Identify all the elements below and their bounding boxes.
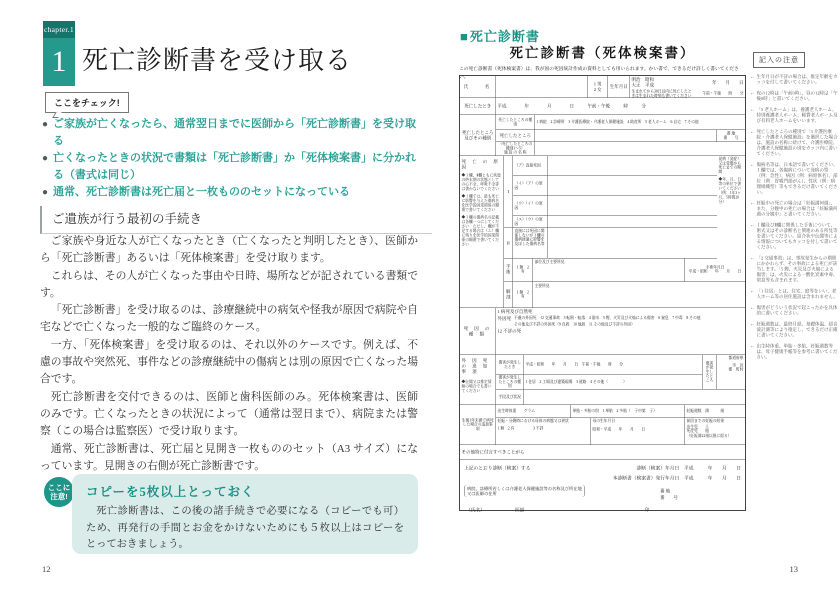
- surgery-label: 手術: [504, 258, 513, 281]
- surgery-field: 部位及び主要所見: [533, 258, 685, 281]
- duration-cell: [717, 156, 745, 258]
- paragraph: ご家族や身近な人が亡くなったとき（亡くなったと判明したとき）、医師から「死亡診断書」あるいは「死体検案書」を受け取ります。: [40, 235, 418, 265]
- autopsy-label: 解剖: [504, 282, 513, 308]
- form-table: [459, 75, 746, 511]
- weeks-value: 満 週: [705, 408, 724, 414]
- certify-text: 上記のとおり診断（検案）する: [464, 466, 531, 471]
- figure-heading-text: 死亡診断書: [469, 29, 540, 44]
- issue-date-label: 本診断書（検案書）発行年月日: [612, 476, 680, 481]
- means-field: [524, 390, 745, 405]
- form-row-other: [460, 445, 745, 460]
- cause-note: ◆Ｉ欄の傷病名の記載は各欄一つにしてください ただし、欄が不足する場合は（エ）欄に残りを医学的因果関係の順番で書いてください: [461, 215, 499, 247]
- left-arrow-icon: ←: [750, 321, 755, 327]
- seal-label: 印: [644, 508, 650, 513]
- cause-a-label: （ア）直接死因: [513, 156, 548, 176]
- diag-date-label: 診断（検案）年月日: [636, 466, 680, 471]
- note-item: ← 生年月日が不詳の場合は、推定年齢をカッコを付して書いてください。: [750, 74, 838, 85]
- infant-label: 生後1年未満で病死した場合の追加事項: [460, 405, 496, 445]
- checklist-item-text: 通常、死亡診断書は死亡届と一枚もののセットになっている: [53, 186, 351, 198]
- other-label: その他特に付言すべきことがら: [461, 449, 525, 455]
- note-item: ← 「5 老人ホーム」は、養護老人ホーム、特別養護老人ホーム、軽費老人ホーム及び有料老人ホームをいいます。: [750, 107, 838, 123]
- paragraph: 通常、死亡診断書は、死亡届と見開き一枚もののセット（A3 サイズ）になっています。見開きの右側が死亡診断書です。: [40, 442, 418, 472]
- gaiin-label-cell: [460, 355, 496, 405]
- note-item: ← Ｉ欄及びⅡ欄に関係した手術について、術式又はその診断名と関連のある所見等を書いてください。紹介状や伝聞等による情報についてもカッコを付して書いてください。: [750, 222, 838, 250]
- paragraph: これらは、その人が亡くなった事由や日時、場所などが記されている書類です。: [40, 269, 418, 299]
- roman-one: I: [504, 156, 513, 228]
- sex-cell: [588, 76, 608, 98]
- caution-badge: [44, 477, 74, 507]
- section-heading: ご遺族が行う最初の手続き: [40, 206, 432, 234]
- left-arrow-icon: ←: [750, 200, 755, 206]
- cause-note: ◆Ｉ欄では、最も死亡に影響を与えた傷病名を医学的因果関係の順番で書いてください: [461, 194, 499, 212]
- where-field: [535, 130, 717, 142]
- form-row-cause: [460, 156, 745, 308]
- form-row-died-where: [460, 115, 745, 156]
- sex-option-male: 1 男: [593, 81, 602, 87]
- weeks-label: 妊娠週数: [686, 408, 702, 414]
- means-label: 手段及び状況: [496, 390, 524, 405]
- square-bullet-icon: ■: [460, 29, 469, 44]
- injury-when-value: 平成・昭和 年 月 日 午前・午後 時 分: [525, 362, 623, 367]
- page-number-left: 12: [42, 564, 51, 574]
- note-item: ← 「2 交通事故」は、事故発生からの期間にかかわらず、その事故による死亡が該当します。「5 煙、火災及び火焔による傷害」は、火災による一酸化炭素中毒、窒息等も含まれます。: [750, 255, 838, 283]
- doctor-name-label: （氏名）: [466, 508, 486, 513]
- form-intro: この死亡診断書（死体検案書）は、我が国の死因統計作成の資料としても用いられます。かい書で、できるだけ詳しく書いてください。: [459, 66, 739, 80]
- checklist-item: [42, 116, 420, 150]
- multi-label: 単胎・多胎の別: [572, 408, 599, 414]
- note-item: ← 夜の12時は「午前0時」、昼の12時は「午後0時」と書いてください。: [750, 90, 838, 101]
- form-row-certify: [460, 460, 745, 511]
- cause-ii-field: [548, 228, 717, 258]
- autopsy-options: 1 無 2 有: [513, 282, 533, 308]
- cause-c-label: （ウ）（イ）の原因: [513, 196, 548, 216]
- address-label: 病院、診療所若しくは介護老人保健施設等の名称及び所在地又は医師の住所: [464, 485, 585, 497]
- injury-where-label: 傷害が発生したところ: [702, 355, 717, 389]
- note-item: ← 死亡したところの種別で「3 介護医療院・介護老人保健施設」を選択した場合は、施設の名称に続けて、介護医療院、介護老人保健施設の別をカッコ内に書いてください。: [750, 129, 838, 156]
- where-banchi: 番 地 番 号: [723, 131, 739, 140]
- note-item: ← 出生時体重、単胎・多胎、妊娠週数等は、母子健康手帳等を参考に書いてください。: [750, 343, 838, 360]
- notes-title: 記入の注意: [753, 52, 805, 68]
- chapter-number: 1: [43, 38, 75, 86]
- checklist: [42, 116, 420, 201]
- note-item: ← 妊娠週数は、最終月経、基礎体温、超音波計測等により推定し、できるだけ正確に書いてください。: [750, 321, 838, 338]
- name-field: [496, 76, 588, 98]
- cause-d-field: [548, 216, 717, 228]
- cause-note: ◆Ｉ欄、Ⅱ欄ともに疾患の終末期の状態としての心不全、呼吸不全等は書かないでください: [461, 173, 501, 191]
- injury-kind-options: 1 住居 2 工場及び建築現場 3 道路 4 その他（ ）: [525, 379, 627, 384]
- newborn-note: 生まれてから30日以内に死亡したときは生まれた時刻も書いてください: [631, 89, 692, 98]
- form-row-gaiin: [460, 355, 745, 405]
- page-number-right: 13: [789, 564, 798, 574]
- injury-where-cell: 都道府県 市 区 郡 町村: [728, 355, 744, 372]
- multi-options: 1 単胎 2 多胎（ 子中第 子）: [602, 408, 657, 414]
- where-kind-label: 死亡したところの種別: [496, 115, 535, 130]
- prev-pregnancy-cell: 前回までの妊娠の結果 出生児 人 死産児 胎 （妊娠満22週以後に限る）: [686, 418, 732, 438]
- where-kind-options: 1 病院 2 診療所 3 介護医療院・介護老人保健施設 4 助産所 5 老人ホーム 6 自宅 7 その他: [536, 119, 699, 125]
- issue-date-value: 平成 年 月 日: [683, 476, 741, 481]
- autopsy-field: 主要所見: [534, 283, 550, 288]
- cause-a-field: [548, 156, 717, 176]
- bullet-icon: ●: [42, 153, 49, 164]
- form-title: 死亡診断書（死体検案書）: [509, 45, 696, 61]
- checklist-item: [42, 150, 420, 184]
- cause-b-label: （イ）（ア）の原因: [513, 176, 548, 196]
- death-certificate-form: [459, 44, 746, 511]
- injury-when-label: 傷害が発生したとき: [496, 355, 524, 375]
- left-arrow-icon: ←: [750, 107, 755, 113]
- weight-unit: グラム: [523, 408, 535, 414]
- surgery-date: 手術年月日 平成・昭和 年 月 日: [688, 264, 742, 274]
- left-arrow-icon: ←: [750, 305, 755, 311]
- caution-title: コピーを5枚以上とっておく: [86, 485, 255, 499]
- bullet-icon: ●: [42, 119, 49, 130]
- injury-kind-label: 傷害が発生したところの種別: [496, 375, 524, 389]
- paragraph: 一方、「死体検案書」を受け取るのは、それ以外のケースです。例えば、不慮の事故や突然死、事件などの診療継続中の傷病とは別の原因で亡くなった場合です。: [40, 338, 418, 386]
- died-when-value: 平成 年 月 日 午前・午後 時 分: [497, 103, 647, 109]
- birth-cell: [630, 76, 745, 98]
- kind-3: その他及び不詳の外因死（9 自殺 10 他殺 11 その他及び不詳の外因）: [514, 321, 635, 327]
- checklist-item-text: 亡くなったときの状況で書類は「死亡診断書」か「死体検案書」に分かれる（書式は同じ）: [53, 152, 417, 181]
- kind-2b: {2 交通事故 3 転倒・転落 4 溺水 5 煙、火災及び火焔による傷害 6 窒息 7 中毒 8 その他: [540, 315, 701, 320]
- page-title: 死亡診断書を受け取る: [82, 45, 353, 75]
- facility-label: （死亡したところの種別1～5） 施 設 の 名 称: [496, 142, 535, 155]
- caution-badge-text: ここに: [47, 483, 71, 492]
- caution-box: [72, 474, 418, 554]
- cause-d-label: （エ）（ウ）の原因: [513, 216, 548, 228]
- kind-2a: 不慮の外因死: [514, 315, 537, 320]
- weight-label: 出生時体重: [497, 408, 517, 414]
- died-when-label: 死亡したとき: [460, 98, 496, 115]
- kind-1: 1 病死及び自然死: [497, 309, 533, 314]
- note-item: ← 傷病名等は、日本語で書いてください。Ｉ欄では、各傷病について発病の型（例：急性）、病因（例：病原体名）、部位（例：胃噴門部がん）、性状（例：病理組織型）等もできるだけ書いてください。: [750, 162, 838, 195]
- left-arrow-icon: ←: [750, 129, 755, 135]
- fill-in-notes: [750, 74, 838, 366]
- mother-state-cell: 妊娠・分娩時における母体の病態又は異状 1 無 2 有 3 不詳: [496, 418, 591, 445]
- duration-note: ◆年、月、日等の単位で書いてください（例：1年3ヶ月、5時間20分）: [718, 177, 741, 204]
- form-row-kind: [460, 308, 745, 355]
- name-label: 氏 名: [460, 76, 496, 98]
- chapter-label: chapter.1: [43, 21, 75, 38]
- left-arrow-icon: ←: [750, 162, 755, 168]
- paragraph: 死亡診断書を交付できるのは、医師と歯科医師のみ。死体検案書は、医師のみです。亡くなったときの状況によって（通常は翌日まで）、病院または警察（この場合は監察医）で受け取ります。: [40, 390, 418, 438]
- chapter-tab: [43, 21, 75, 86]
- gaiin-label: 外 因 死 の 追 加 事 項: [461, 358, 490, 374]
- right-page: [430, 0, 840, 596]
- paragraph: 「死亡診断書」を受け取るのは、診療継続中の病気や怪我が原因で病院や自宅などで亡くなった一般的なご臨終のケース。: [40, 304, 418, 334]
- figure-heading: [460, 26, 540, 45]
- doctor-label: 医師: [515, 508, 525, 513]
- cause-label-cell: [460, 156, 504, 308]
- left-arrow-icon: ←: [750, 74, 755, 80]
- kind-12: 12 不詳の死: [497, 328, 522, 334]
- left-arrow-icon: ←: [750, 255, 755, 261]
- era-options: 明治 昭和 大正 平成: [631, 77, 655, 88]
- form-row-died-when: [460, 98, 745, 115]
- kind-gaiin: 外因死: [497, 316, 512, 321]
- left-arrow-icon: ←: [750, 90, 755, 96]
- bullet-icon: ●: [42, 187, 49, 198]
- cause-b-field: [548, 176, 717, 196]
- note-item: ← 「1 住居」とは、住宅、庭等をいい、老人ホーム等の居住施設は含まれません。: [750, 288, 838, 299]
- left-arrow-icon: ←: [750, 222, 755, 228]
- cause-c-field: [548, 196, 717, 216]
- died-where-label: 死亡したところ及びその種別: [460, 115, 496, 156]
- checklist-item: [42, 184, 420, 201]
- gaiin-note: ◆伝聞又は推定情報の場合でも書いてください: [461, 379, 492, 393]
- birth-ymd: 年 月 日: [711, 79, 744, 85]
- cause-label: 死 亡 の 原 因: [461, 159, 501, 170]
- left-arrow-icon: ←: [750, 343, 755, 349]
- diag-date-value: 平成 年 月 日: [683, 466, 741, 471]
- form-row-infant: [460, 405, 745, 445]
- body-text: [40, 233, 418, 475]
- kind-label: 死 因 の 種 類: [460, 308, 496, 355]
- where-label: 死亡したところ: [496, 130, 535, 142]
- roman-two: II: [504, 228, 513, 258]
- surgery-options: 1 無 2 有: [513, 258, 533, 281]
- birth-ampm: 午前・午後 時 分: [702, 91, 744, 96]
- left-arrow-icon: ←: [750, 288, 755, 294]
- cause-ii-label: 直接には死因に関係しないがＩ欄の傷病経過に影響を及ぼした傷病名等: [513, 228, 548, 258]
- note-item: ← 妊娠中の死亡の場合は「妊娠満何週」、また、分娩中の死亡の場合は「妊娠満何週の分娩中」と書いてください。: [750, 200, 838, 217]
- mother-birth-cell: 母の生年月日 昭和・平成 年 月 日: [591, 418, 685, 445]
- sex-option-female: 2 女: [593, 86, 602, 92]
- form-row-name: [460, 76, 745, 98]
- birth-label: 生年月日: [608, 76, 630, 98]
- check-here-label: ここをチェック!: [45, 92, 129, 113]
- caution-body: 死亡診断書は、この後の諸手続きで必要になる（コピーでも可）ため、再発行の手間とお金をかけないためにも５枚以上はコピーをとっておきましょう。: [86, 506, 404, 550]
- caution-badge-text: 注意!: [50, 492, 68, 501]
- kind-content: [496, 308, 745, 355]
- checklist-item-text: ご家族が亡くなったら、通常翌日までに医師から「死亡診断書」を受け取る: [53, 118, 417, 147]
- duration-label: 発病（発症）又は受傷から死亡までの期間: [718, 156, 741, 174]
- facility-field: [535, 142, 745, 155]
- address-banchi: 番 地 番 号: [660, 488, 679, 500]
- note-item: ← 傷害がどういう状況で起こったかを具体的に書いてください。: [750, 305, 838, 316]
